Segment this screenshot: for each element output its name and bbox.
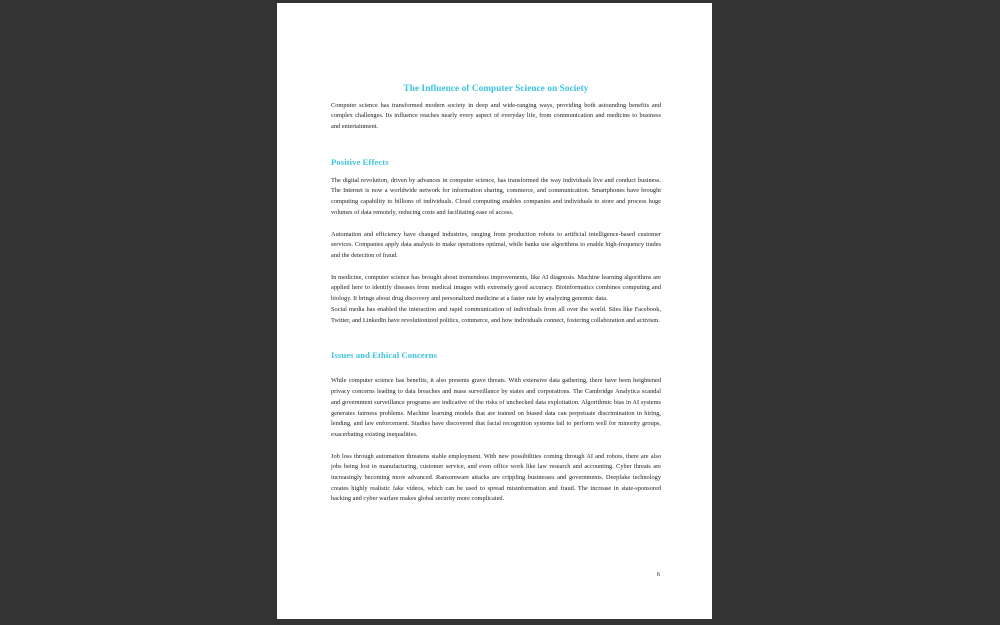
spacer: [331, 219, 661, 230]
paragraph: Social media has enabled the interaction and rapid communication of individuals from all over the world. Sites like Facebook, Twitter, and LinkedIn have revolutionized politics, commerce, and how individuals connect, fostering collaboration and activism.: [331, 305, 661, 324]
spacer: [331, 361, 661, 376]
page-content: [331, 83, 661, 505]
intro-paragraph: Computer science has transformed modern society in deep and wide-ranging ways, providing both astounding benefits and complex challenges. Its influence reaches nearly every aspect of everyday life, from communication and medicine to business and entertainment.: [331, 101, 661, 130]
paragraph: While computer science has benefits, it also presents grave threats. With extensive data gathering, there have been heightened privacy concerns leading to data breaches and mass surveillance by states and corporations. The Cambridge Analytica scandal and government surveillance programs are indicative of the risks of unchecked data exploitation. Algorithmic bias in AI systems generates fairness problems. Machine learning models that are trained on biased data can perpetuate discrimination in hiring, lending, and law enforcement. Studies have discovered that facial recognition systems fail to perform well for minority groups, exacerbating existing inequalities.: [331, 377, 661, 438]
page-number: 6: [656, 571, 660, 578]
section-heading-issues-and-ethical-concerns: Issues and Ethical Concerns: [331, 350, 438, 361]
section-heading-positive-effects: Positive Effects: [331, 156, 389, 167]
spacer: [331, 168, 661, 176]
page-title: The Influence of Computer Science on Society: [403, 83, 589, 93]
spacer: [331, 326, 661, 350]
paragraph: In medicine, computer science has brought about tremendous improvements, like AI diagnosis. Machine learning algorithms are applied here to identify diseases from medical images with extremely good accuracy. Bioinformatics combines computing and biology. It brings about drug discovery and personalized medicine at a faster rate by analyzing genomic data.: [331, 273, 661, 303]
paragraph: The digital revolution, driven by advances in computer science, has transformed the way individuals live and conduct business. The Internet is now a worldwide network for information sharing, commerce, and communication. Smartphones have brought computing capability to billions of individuals. Cloud computing enables companies and individuals to store and process huge volumes of data remotely, reducing costs and facilitating ease of access.: [331, 176, 661, 216]
paragraph: Job loss through automation threatens stable employment. With new possibilities coming through AI and robots, there are also jobs being lost in manufacturing, customer service, and even office work like law research and accounting. Cyber threats are increasingly becoming more advanced. Ransomware attacks are crippling businesses and governments. Deepfake technology creates highly realistic fake videos, which can be used to spread misinformation and fraud. The increase in state-sponsored hacking and cyber warfare makes global security more complicated.: [331, 452, 661, 503]
spacer: [331, 133, 661, 157]
document-page: [277, 3, 712, 619]
spacer: [331, 441, 661, 452]
spacer: [331, 262, 661, 273]
paragraph: Automation and efficiency have changed industries, ranging from production robots to artificial intelligence-based customer services. Companies apply data analysis to make operations optimal, while banks use algorithms to enable high-frequency trades and the detection of fraud.: [331, 230, 661, 259]
